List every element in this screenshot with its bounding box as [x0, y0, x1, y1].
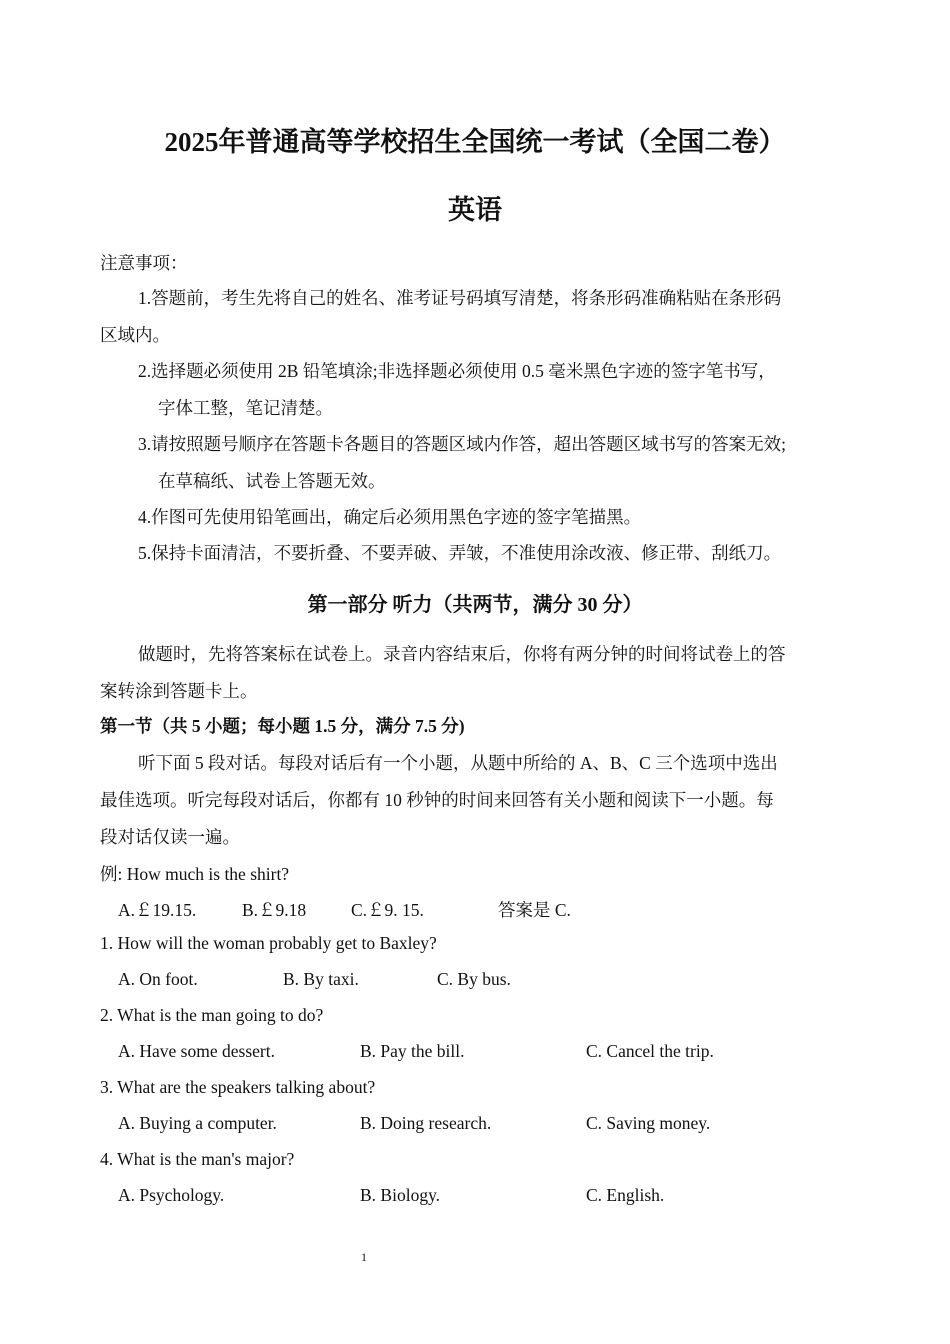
section-1-instruction-line-2: 最佳选项。听完每段对话后，你都有 10 秒钟的时间来回答有关小题和阅读下一小题。每: [100, 790, 774, 810]
example-option-b: B.￡9.18: [242, 900, 307, 920]
question-2-option-a: A. Have some dessert.: [118, 1041, 275, 1061]
example-option-a: A.￡19.15.: [118, 900, 197, 920]
notice-item-3-line-2: 在草稿纸、试卷上答题无效。: [158, 471, 386, 491]
notice-item-2-line-1: 2.选择题必须使用 2B 铅笔填涂;非选择题必须使用 0.5 毫米黑色字迹的签字笔书写，: [138, 361, 776, 381]
question-1: 1. How will the woman probably get to Baxley?: [100, 933, 437, 953]
question-3-option-b: B. Doing research.: [360, 1113, 492, 1133]
section-1-heading: 第一节（共 5 小题；每小题 1.5 分，满分 7.5 分): [100, 716, 465, 736]
section-1-instruction-line-1: 听下面 5 段对话。每段对话后有一个小题，从题中所给的 A、B、C 三个选项中选出: [138, 753, 778, 773]
question-4-option-b: B. Biology.: [360, 1185, 441, 1205]
notice-item-2-line-2: 字体工整，笔记清楚。: [158, 398, 333, 418]
question-3-option-a: A. Buying a computer.: [118, 1113, 277, 1133]
part-1-intro-line-2: 案转涂到答题卡上。: [100, 681, 258, 701]
example-answer: 答案是 C.: [498, 900, 571, 920]
question-4-option-a: A. Psychology.: [118, 1185, 225, 1205]
question-1-option-c: C. By bus.: [437, 969, 511, 989]
question-1-option-b: B. By taxi.: [283, 969, 359, 989]
part-1-intro-line-1: 做题时，先将答案标在试卷上。录音内容结束后，你将有两分钟的时间将试卷上的答: [138, 644, 786, 664]
question-1-option-a: A. On foot.: [118, 969, 198, 989]
notice-item-5: 5.保持卡面清洁，不要折叠、不要弄破、弄皱，不准使用涂改液、修正带、刮纸刀。: [138, 543, 782, 563]
section-1-instruction-line-3: 段对话仅读一遍。: [100, 827, 240, 847]
question-4: 4. What is the man's major?: [100, 1149, 295, 1169]
notice-item-1-line-2: 区域内。: [100, 325, 170, 345]
page-number: 1: [361, 1250, 367, 1264]
notice-item-1-line-1: 1.答题前，考生先将自己的姓名、准考证号码填写清楚，将条形码准确粘贴在条形码: [138, 288, 782, 308]
exam-title: 2025年普通高等学校招生全国统一考试（全国二卷）: [164, 127, 786, 157]
question-4-option-c: C. English.: [586, 1185, 665, 1205]
question-3-option-c: C. Saving money.: [586, 1113, 711, 1133]
question-2-option-c: C. Cancel the trip.: [586, 1041, 714, 1061]
notice-item-3-line-1: 3.请按照题号顺序在答题卡各题目的答题区域内作答，超出答题区域书写的答案无效;: [138, 434, 786, 454]
notice-item-4: 4.作图可先使用铅笔画出，确定后必须用黑色字迹的签字笔描黑。: [138, 507, 642, 527]
subject-title: 英语: [448, 195, 502, 225]
example-option-c: C.￡9. 15.: [351, 900, 424, 920]
question-2: 2. What is the man going to do?: [100, 1005, 324, 1025]
example-question: 例: How much is the shirt?: [100, 864, 290, 884]
question-3: 3. What are the speakers talking about?: [100, 1077, 376, 1097]
question-2-option-b: B. Pay the bill.: [360, 1041, 465, 1061]
notice-heading: 注意事项：: [100, 253, 188, 273]
part-1-title: 第一部分 听力（共两节，满分 30 分）: [307, 594, 643, 616]
